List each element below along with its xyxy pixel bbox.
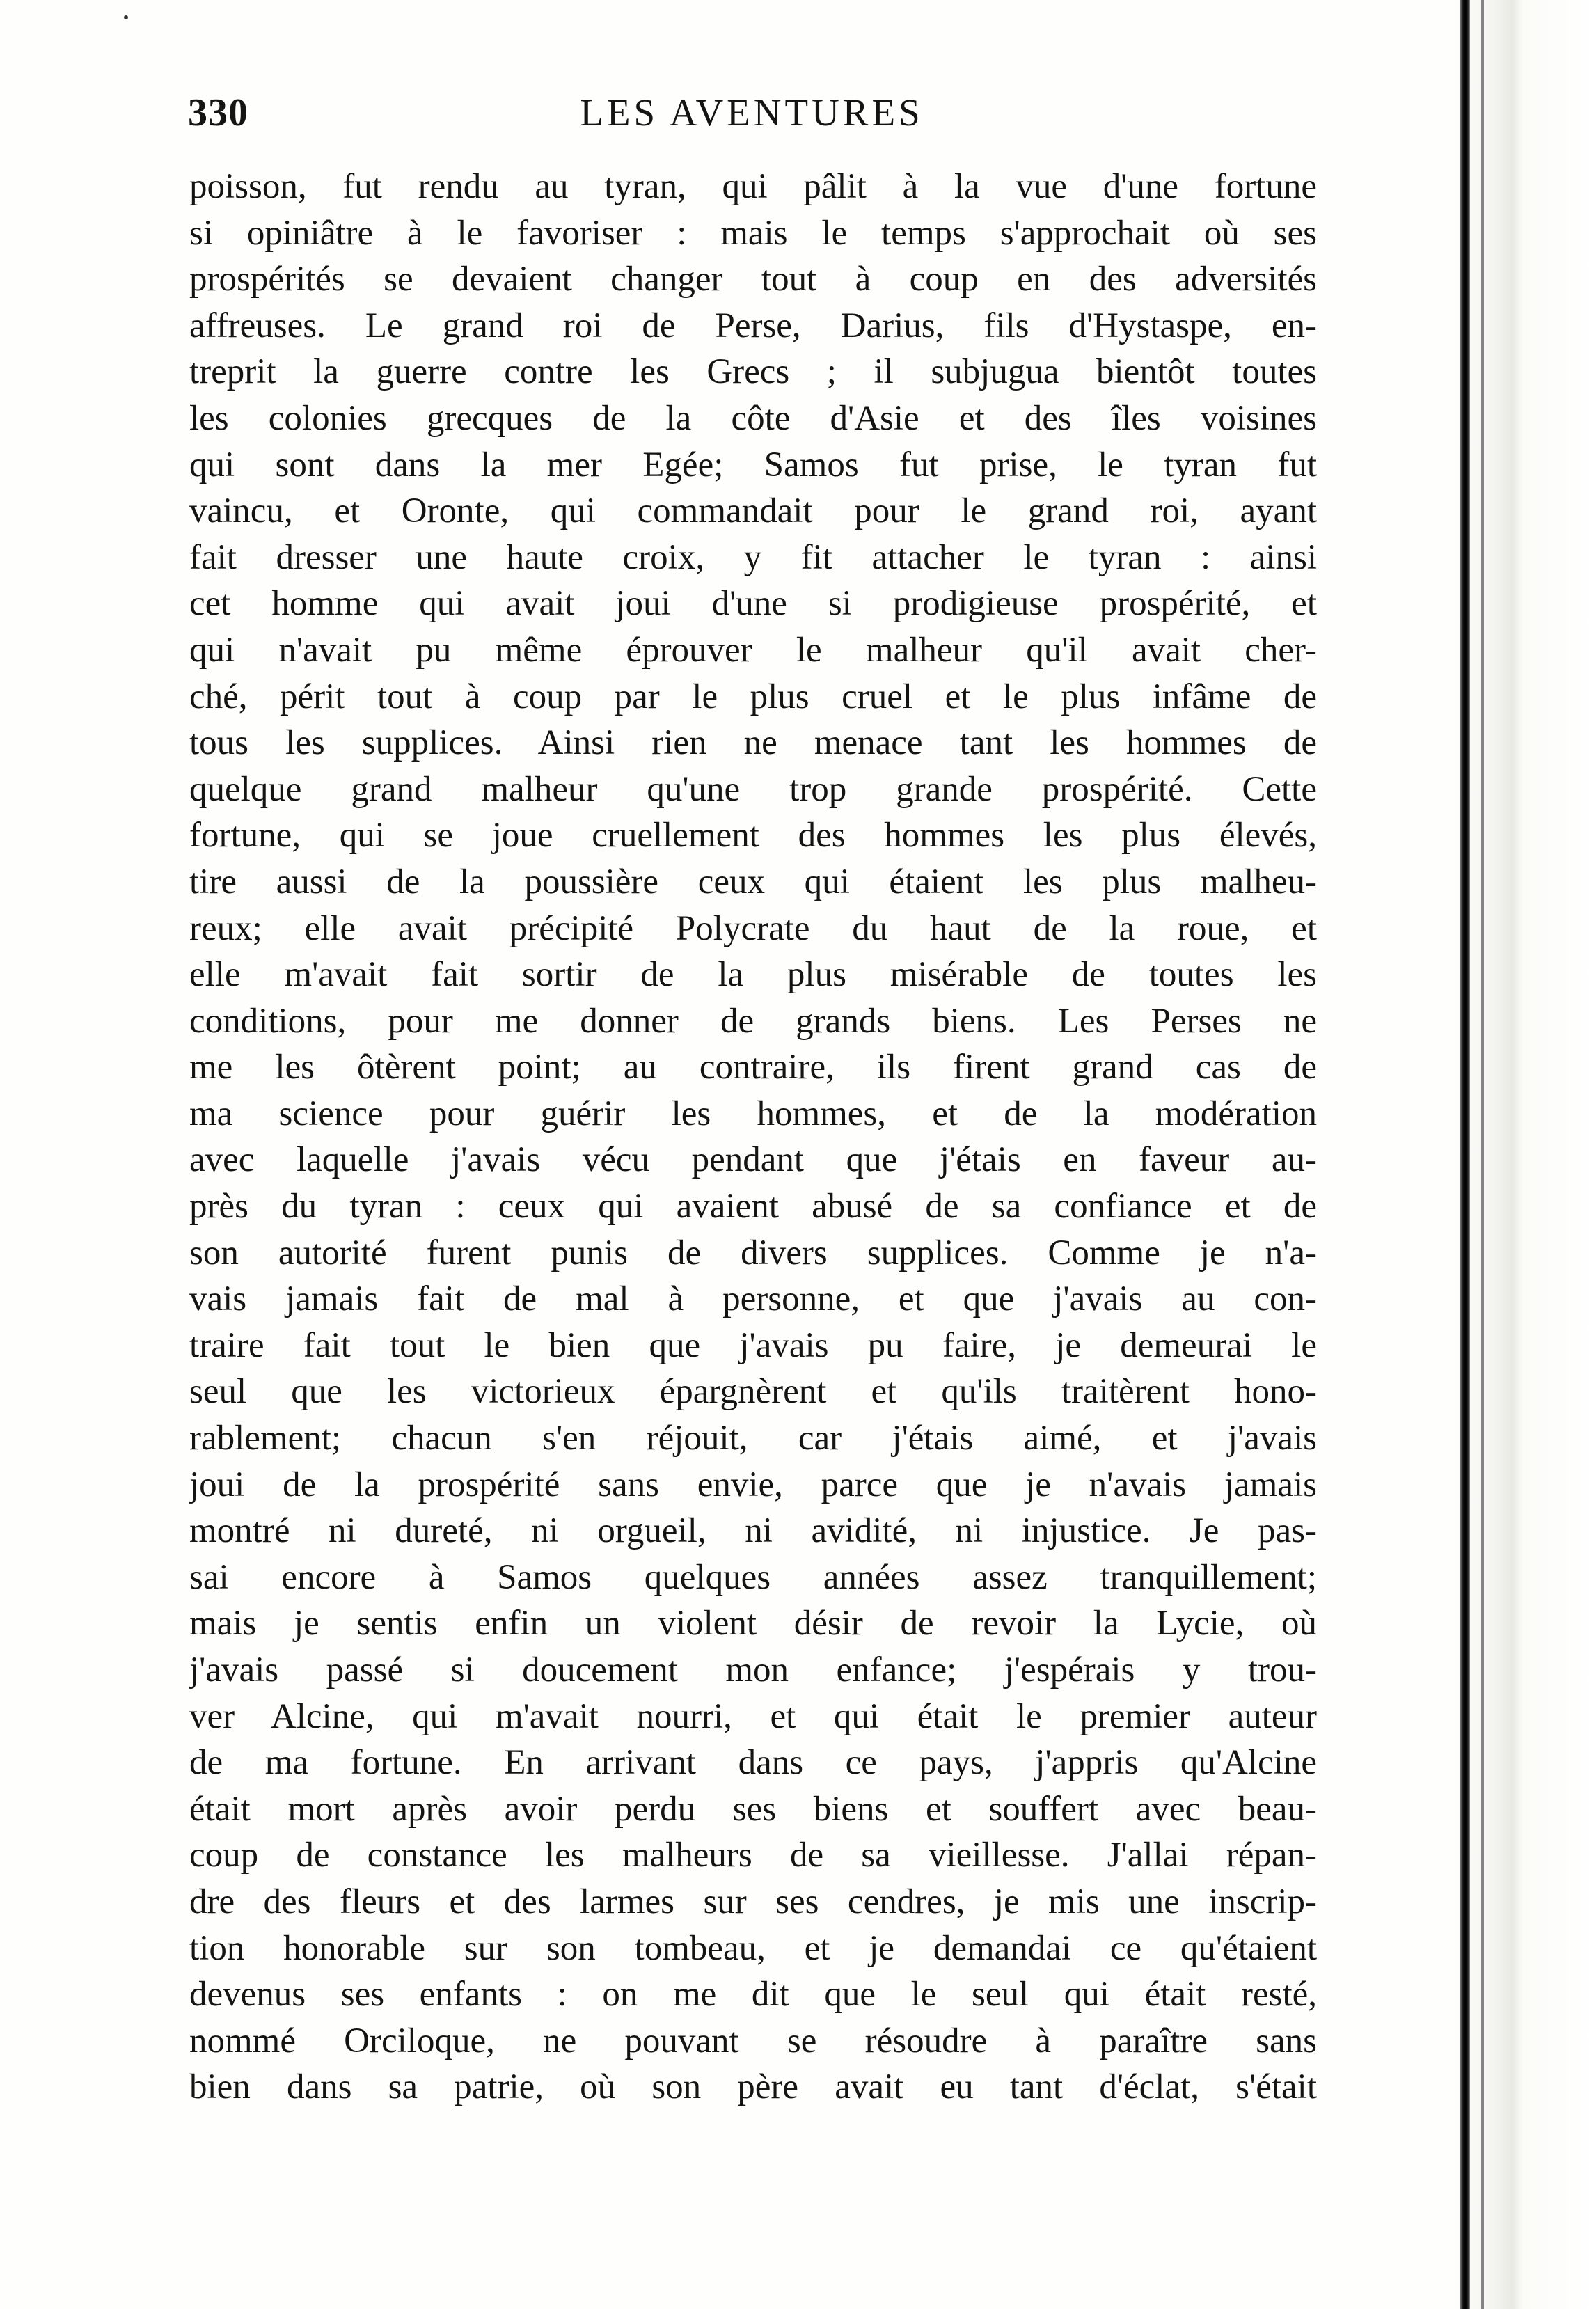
text-line: ma science pour guérir les hommes, et de la modération — [189, 1094, 1317, 1133]
text-line: treprit la guerre contre les Grecs ; il subjugua bientôt toutes — [189, 352, 1317, 392]
text-line: près du tyran : ceux qui avaient abusé de sa confiance et de — [189, 1187, 1317, 1227]
text-line: son autorité furent punis de divers supplices. Comme je n'a- — [189, 1233, 1317, 1272]
text-line: tire aussi de la poussière ceux qui étaient les plus malheu- — [189, 862, 1317, 901]
text-line: vais jamais fait de mal à personne, et que j'avais au con- — [189, 1279, 1317, 1319]
text-line: dre des fleurs et des larmes sur ses cendres, je mis une inscrip- — [189, 1882, 1317, 1921]
body-text — [189, 164, 1317, 2111]
text-line: qui sont dans la mer Egée; Samos fut prise, le tyran fut — [189, 445, 1317, 484]
text-line: conditions, pour me donner de grands biens. Les Perses ne — [189, 1001, 1317, 1041]
text-line: vaincu, et Oronte, qui commandait pour le grand roi, ayant — [189, 491, 1317, 531]
text-line: qui n'avait pu même éprouver le malheur qu'il avait cher- — [189, 630, 1317, 670]
text-line: affreuses. Le grand roi de Perse, Darius, fils d'Hystaspe, en- — [189, 306, 1317, 345]
text-line: traire fait tout le bien que j'avais pu faire, je demeurai le — [189, 1325, 1317, 1365]
text-line: cet homme qui avait joui d'une si prodigieuse prospérité, et — [189, 584, 1317, 624]
text-line: était mort après avoir perdu ses biens et souffert avec beau- — [189, 1789, 1317, 1829]
text-line: nommé Orciloque, ne pouvant se résoudre à paraître sans — [189, 2021, 1317, 2060]
ink-speck — [124, 15, 128, 19]
text-line: si opiniâtre à le favoriser : mais le temps s'approchait où ses — [189, 213, 1317, 253]
text-line: elle m'avait fait sortir de la plus misérable de toutes les — [189, 955, 1317, 995]
text-line: prospérités se devaient changer tout à coup en des adversités — [189, 260, 1317, 299]
text-line: seul que les victorieux épargnèrent et qu'ils traitèrent hono- — [189, 1372, 1317, 1412]
text-line: les colonies grecques de la côte d'Asie et des îles voisines — [189, 398, 1317, 438]
page-binding-edge — [1453, 0, 1596, 2309]
text-line: sai encore à Samos quelques années assez tranquillement; — [189, 1557, 1317, 1597]
text-line: mais je sentis enfin un violent désir de revoir la Lycie, où — [189, 1604, 1317, 1644]
text-line: reux; elle avait précipité Polycrate du haut de la roue, et — [189, 908, 1317, 948]
text-line: tion honorable sur son tombeau, et je demandai ce qu'étaient — [189, 1928, 1317, 1968]
text-line: quelque grand malheur qu'une trop grande prospérité. Cette — [189, 769, 1317, 809]
text-line: montré ni dureté, ni orgueil, ni avidité, ni injustice. Je pas- — [189, 1511, 1317, 1551]
text-line: fait dresser une haute croix, y fit attacher le tyran : ainsi — [189, 537, 1317, 577]
binding-thin-line — [1481, 0, 1484, 2309]
text-line: bien dans sa patrie, où son père avait eu tant d'éclat, s'était — [189, 2067, 1317, 2107]
text-line: poisson, fut rendu au tyran, qui pâlit à la vue d'une fortune — [189, 167, 1317, 206]
text-line: joui de la prospérité sans envie, parce que je n'avais jamais — [189, 1465, 1317, 1504]
page-header — [188, 85, 1315, 141]
text-line: me les ôtèrent point; au contraire, ils firent grand cas de — [189, 1048, 1317, 1087]
text-line: tous les supplices. Ainsi rien ne menace tant les hommes de — [189, 723, 1317, 763]
text-line: coup de constance les malheurs de sa vieillesse. J'allai répan- — [189, 1836, 1317, 1875]
text-line: ché, périt tout à coup par le plus cruel et le plus infâme de — [189, 677, 1317, 716]
text-line: devenus ses enfants : on me dit que le seul qui était resté, — [189, 1975, 1317, 2015]
text-line: rablement; chacun s'en réjouit, car j'étais aimé, et j'avais — [189, 1419, 1317, 1458]
page-number: 330 — [188, 91, 248, 134]
text-line: ver Alcine, qui m'avait nourri, et qui était le premier auteur — [189, 1696, 1317, 1736]
text-line: de ma fortune. En arrivant dans ce pays, j'appris qu'Alcine — [189, 1743, 1317, 1783]
running-title: LES AVENTURES — [580, 91, 924, 134]
binding-shadow-line — [1460, 0, 1470, 2309]
text-line: avec laquelle j'avais vécu pendant que j'étais en faveur au- — [189, 1140, 1317, 1180]
text-line: fortune, qui se joue cruellement des hommes les plus élevés, — [189, 816, 1317, 856]
text-line: j'avais passé si doucement mon enfance; j'espérais y trou- — [189, 1650, 1317, 1689]
